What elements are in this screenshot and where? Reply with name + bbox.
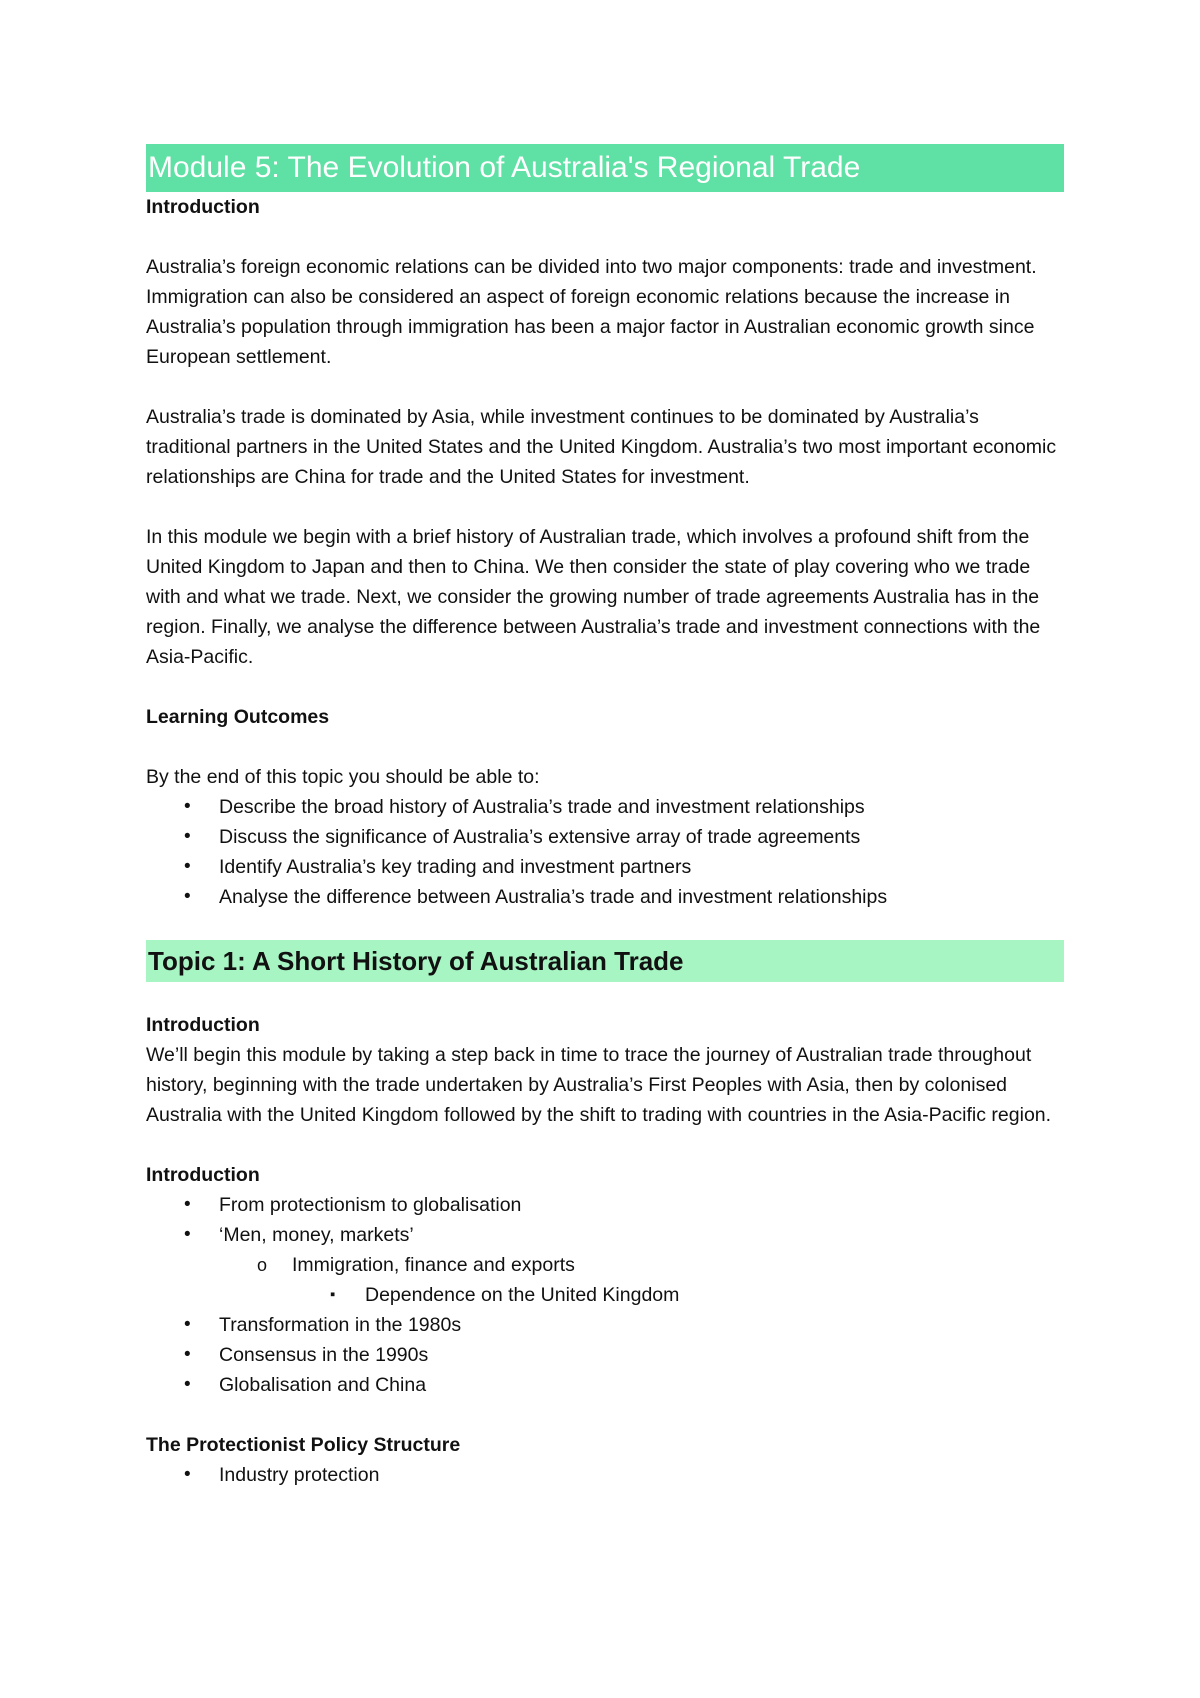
intro-paragraph-3: In this module we begin with a brief history of Australian trade, which involves a profound shift from the United Kingdom to Japan and then to China. We then consider the state of play covering who we trade with and what we trade. Next, we consider the growing number of trade agreements Australia has in the region. Finally, we analyse the difference between Australia’s trade and investment connections with the Asia-Pacific. — [146, 526, 1041, 668]
topic-1-title: Topic 1: A Short History of Australian Trade — [146, 940, 1064, 982]
list-item: • Identify Australia’s key trading and investment partners — [146, 852, 1064, 882]
list-item: • Discuss the significance of Australia’s extensive array of trade agreements — [146, 822, 1064, 852]
bullet-icon: • — [184, 1194, 191, 1215]
bullet-icon: • — [184, 1374, 191, 1395]
topic-1-outline-heading: Introduction — [146, 1164, 260, 1186]
bullet-icon: • — [184, 1344, 191, 1365]
list-item: • Consensus in the 1990s — [146, 1340, 1064, 1370]
list-item: • Transformation in the 1980s — [146, 1310, 1064, 1340]
list-item-subsub: ▪ Dependence on the United Kingdom — [146, 1280, 1064, 1310]
intro-paragraph-2: Australia’s trade is dominated by Asia, while investment continues to be dominated by Australia’s traditional partners in the United States and the United Kingdom. Australia’s two most important economic relationships are China for trade and the United States for investment. — [146, 406, 1057, 488]
list-item: • Globalisation and China — [146, 1370, 1064, 1400]
bullet-icon: • — [184, 826, 191, 847]
circle-bullet-icon: o — [257, 1255, 268, 1275]
document-page — [146, 144, 1064, 1490]
topic-1-outline-list — [146, 1190, 1064, 1400]
list-item: • Analyse the difference between Australia’s trade and investment relationships — [146, 882, 1064, 912]
module-title: Module 5: The Evolution of Australia's Regional Trade — [146, 144, 1064, 192]
list-item: • Describe the broad history of Australia’s trade and investment relationships — [146, 792, 1064, 822]
bullet-icon: • — [184, 1224, 191, 1245]
learning-outcomes-list — [146, 792, 1064, 912]
bullet-icon: • — [184, 796, 191, 817]
topic-1-intro-heading: Introduction — [146, 1014, 260, 1036]
list-item: • From protectionism to globalisation — [146, 1190, 1064, 1220]
topic-1-intro-paragraph: We’ll begin this module by taking a step back in time to trace the journey of Australian trade throughout history, beginning with the trade undertaken by Australia’s First Peoples with Asia, then by colonised Australia with the United Kingdom followed by the shift to trading with countries in the Asia-Pacific region. — [146, 1044, 1052, 1126]
bullet-icon: • — [184, 886, 191, 907]
list-item: • Industry protection — [146, 1460, 1064, 1490]
list-item-sub: o Immigration, finance and exports — [146, 1250, 1064, 1280]
intro-paragraph-1: Australia’s foreign economic relations can be divided into two major components: trade and investment. Immigration can also be considered an aspect of foreign economic relations because the increase in Australia’s population through immigration has been a major factor in Australian economic growth since European settlement. — [146, 256, 1037, 368]
protectionist-policy-heading: The Protectionist Policy Structure — [146, 1434, 461, 1456]
bullet-icon: • — [184, 1314, 191, 1335]
intro-heading: Introduction — [146, 196, 260, 218]
protectionist-policy-list — [146, 1460, 1064, 1490]
square-bullet-icon: ▪ — [330, 1286, 336, 1303]
bullet-icon: • — [184, 1464, 191, 1485]
bullet-icon: • — [184, 856, 191, 877]
learning-outcomes-lead: By the end of this topic you should be able to: — [146, 766, 540, 788]
learning-outcomes-heading: Learning Outcomes — [146, 706, 330, 728]
list-item: • ‘Men, money, markets’ — [146, 1220, 1064, 1250]
